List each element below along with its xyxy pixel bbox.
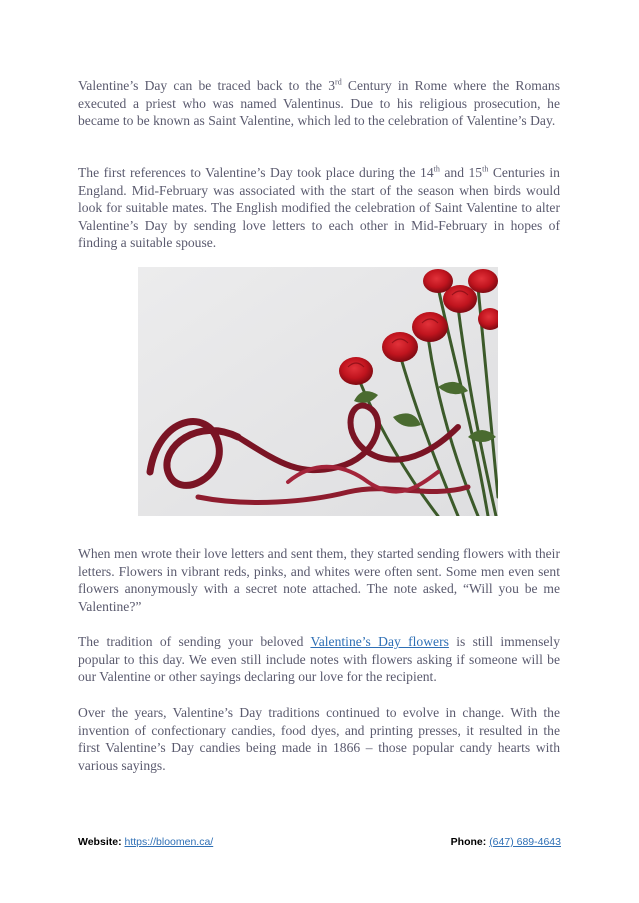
- paragraph-text: Valentine’s Day can be traced back to the 3: [78, 78, 336, 93]
- superscript: th: [482, 164, 489, 174]
- paragraph-england-references: [78, 164, 560, 252]
- paragraph-flowers-tradition: [78, 633, 560, 686]
- paragraph-text: The tradition of sending your beloved: [78, 634, 311, 649]
- superscript: th: [433, 164, 440, 174]
- paragraph-text: The first references to Valentine’s Day took place during the 14: [78, 165, 434, 180]
- paragraph-history-origin: [78, 77, 560, 130]
- phone-link[interactable]: (647) 689-4643: [489, 836, 561, 848]
- valentines-flowers-link[interactable]: Valentine’s Day flowers: [310, 634, 449, 649]
- roses-ribbon-photo: [138, 267, 498, 516]
- paragraph-text: Century in Rome where the Romans executed a priest who was named Valentinus. Due to his religious prosecution, he became to be known as Saint Valentine, which led to the celebration of Valentine’s Day.: [78, 78, 560, 129]
- paragraph-candies-history: Over the years, Valentine’s Day traditions continued to evolve in change. With the invention of confectionary candies, food dyes, and printing presses, it resulted in the first Valentine’s Day candies being made in 1866 – those popular candy hearts with various sayings.: [78, 705, 560, 773]
- website-label: Website:: [78, 836, 122, 848]
- paragraph-love-letters: When men wrote their love letters and sent them, they started sending flowers with their letters. Flowers in vibrant reds, pinks, and whites were often sent. Some men even sent flowers anonymously with a secret note attached. The note asked, “Will you be me Valentine?”: [78, 546, 560, 614]
- phone-label: Phone:: [450, 836, 487, 848]
- footer-phone: [451, 836, 561, 848]
- paragraph-text: Centuries in England. Mid-February was associated with the start of the season when birds would look for suitable mates. The English modified the celebration of Saint Valentine to alter Valentine’s Day by sending love letters to each other in Mid-February in hopes of finding a suitable spouse.: [78, 165, 560, 251]
- paragraph-text: is still immensely popular to this day. We even still include notes with flowers asking if someone will be our Valentine or other sayings declaring our love for the recipient.: [78, 634, 560, 685]
- footer-website: [78, 836, 213, 848]
- superscript: rd: [335, 77, 342, 87]
- website-link[interactable]: https://bloomen.ca/: [124, 836, 214, 848]
- paragraph-text: and 15: [439, 165, 483, 180]
